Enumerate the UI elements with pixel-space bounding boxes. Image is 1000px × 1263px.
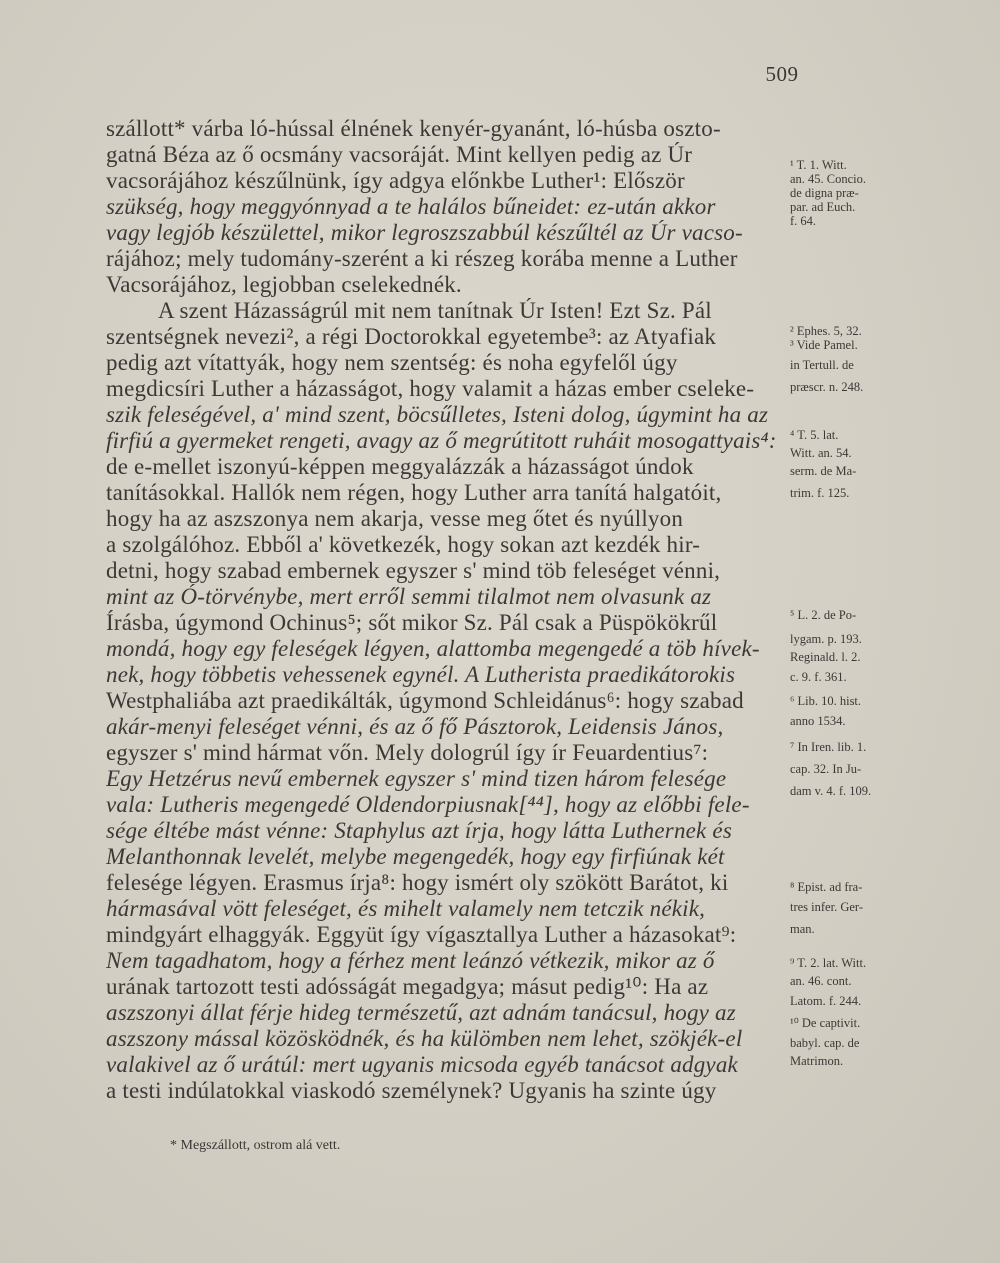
text-line: mondá, hogy egy feleségek légyen, alattomba megengedé a töb hívek- [106,636,760,661]
margin-note-line: an. 46. cont. [790,974,852,988]
margin-note-line: Matrimon. [790,1054,844,1068]
text-line: hogy ha az aszszonya nem akarja, vesse meg őtet és nyúllyon [106,506,684,531]
text-line: sége éltébe mást vénne: Staphylus azt írja, hogy látta Luthernek és [106,818,732,843]
text-line: tanításokkal. Hallók nem régen, hogy Luther arra tanítá halgatóit, [106,480,722,505]
margin-note-line: cap. 32. In Ju- [790,762,862,776]
text-line: nek, hogy többetis vehessenek egynél. A Lutherista praedikátorokis [106,662,736,687]
margin-note-line: Latom. f. 244. [790,994,862,1008]
margin-note-line: ⁴ T. 5. lat. [790,428,839,442]
text-line: pedig azt vítattyák, hogy nem szentség: és noha egyfelől úgy [106,350,678,375]
margin-note-line: ⁸ Epist. ad fra- [790,880,863,894]
margin-note-line: anno 1534. [790,714,846,728]
text-line: hármasával vött feleséget, és mihelt valamely nem tetczik nékik, [106,896,706,921]
text-line: Vacsorájához, legjobban cselekednék. [106,272,462,297]
text-line: rájához; mely tudomány-szerént a ki részeg korába menne a Luther [106,246,738,271]
text-line: szállott* várba ló-hússal élnének kenyér-gyanánt, ló-húsba oszto- [106,116,721,141]
text-line: Melanthonnak levelét, melybe megengedék, hogy egy firfiúnak két [106,844,725,869]
margin-note-line: de digna præ- [790,186,859,200]
margin-note-line: Reginald. l. 2. [790,650,861,664]
text-line: mindgyárt elhaggyák. Eggyüt így vígasztallya Luther a házasokat⁹: [106,922,737,947]
text-line: szentségnek nevezi², a régi Doctorokkal egyetembe³: az Atyafiak [106,324,717,349]
text-line: detni, hogy szabad embernek egyszer s' mind töb feleséget vénni, [106,558,721,583]
text-line: szik feleségével, a' mind szent, böcsűlletes, Isteni dolog, úgymint ha az [106,402,769,427]
text-line: de e-mellet iszonyú-képpen meggyalázzák a házasságot úndok [106,454,694,479]
page-number: 509 [765,62,799,86]
margin-note-line: in Tertull. de [790,358,854,372]
text-line: vacsorájához készűlnünk, így adgya előnkbe Luther¹: Először [106,168,685,193]
text-line: Westphaliába azt praedikálták, úgymond Schleidánus⁶: hogy szabad [106,688,744,713]
margin-note-line: præscr. n. 248. [790,380,864,394]
margin-note-line: tres infer. Ger- [790,900,863,914]
text-line: vagy legjób készülettel, mikor legroszszabbúl készűltél az Úr vacso- [106,220,743,245]
margin-note-line: lygam. p. 193. [790,632,862,646]
margin-note-line: serm. de Ma- [790,464,857,478]
text-line: mint az Ó-törvénybe, mert erről semmi tilalmot nem olvasunk az [106,584,712,609]
text-line: a testi indúlatokkal viaskodó személynek? Ugyanis ha szinte úgy [106,1078,717,1103]
margin-note-line: ³ Vide Pamel. [790,338,858,352]
text-line: egyszer s' mind hármat vőn. Mely dologrúl így ír Feuardentius⁷: [106,740,709,765]
text-line: szükség, hogy meggyónnyad a te halálos bűneidet: ez-után akkor [106,194,716,219]
margin-note-line: ⁹ T. 2. lat. Witt. [790,956,867,970]
text-line: Nem tagadhatom, hogy a férhez ment leánzó vétkezik, mikor az ő [106,948,715,973]
text-line: firfiú a gyermeket rengeti, avagy az ő megrútitott ruháit mosogattyais⁴: [106,428,777,453]
margin-note-line: ⁷ In Iren. lib. 1. [790,740,867,754]
text-line: Írásba, úgymond Ochinus⁵; sőt mikor Sz. Pál csak a Püspökökrűl [106,610,718,635]
margin-note-line: ⁶ Lib. 10. hist. [790,694,862,708]
text-line: megdicsíri Luther a házasságot, hogy valamit a házas ember cseleke- [106,376,755,401]
margin-note-line: ¹⁰ De captivit. [790,1016,861,1030]
margin-note-line: f. 64. [790,214,817,228]
margin-note-line: man. [790,922,815,936]
text-line: valakivel az ő urátúl: mert ugyanis micsoda egyéb tanácsot adgyak [106,1052,738,1077]
text-line: a szolgálóhoz. Ebből a' következék, hogy sokan azt kezdék hir- [106,532,701,557]
margin-note-line: ¹ T. 1. Witt. [790,158,847,172]
margin-note-line: Witt. an. 54. [790,446,852,460]
text-line: vala: Lutheris megengedé Oldendorpiusnak[⁴⁴], hogy az előbbi fele- [106,792,750,817]
margin-note-line: ⁵ L. 2. de Po- [790,608,857,622]
text-line: akár-menyi feleséget vénni, és az ő fő Pásztorok, Leidensis János, [106,714,724,739]
margin-note-line: babyl. cap. de [790,1036,860,1050]
text-line: felesége légyen. Erasmus írja⁸: hogy ismért oly szökött Barátot, ki [106,870,729,895]
text-line: aszszonyi állat férje hideg természetű, azt adnám tanácsul, hogy az [106,1000,736,1025]
margin-note-line: dam v. 4. f. 109. [790,784,872,798]
text-line: aszszony mással közösködnék, és ha külömben nem lehet, szökjék-el [106,1026,743,1051]
margin-note-line: ² Ephes. 5, 32. [790,324,862,338]
text-line: Egy Hetzérus nevű embernek egyszer s' mind tizen három felesége [106,766,727,791]
text-line: gatná Béza az ő ocsmány vacsoráját. Mint kellyen pedig az Úr [106,142,693,167]
margin-note-line: an. 45. Concio. [790,172,867,186]
margin-note-line: par. ad Euch. [790,200,856,214]
margin-note-line: trim. f. 125. [790,486,850,500]
margin-note-line: c. 9. f. 361. [790,670,847,684]
text-line: urának tartozott testi adósságát megadgya; másut pedig¹⁰: Ha az [106,974,709,999]
footnote: * Megszállott, ostrom alá vett. [170,1138,341,1153]
text-line: A szent Házasságrúl mit nem tanítnak Úr Isten! Ezt Sz. Pál [158,298,712,323]
